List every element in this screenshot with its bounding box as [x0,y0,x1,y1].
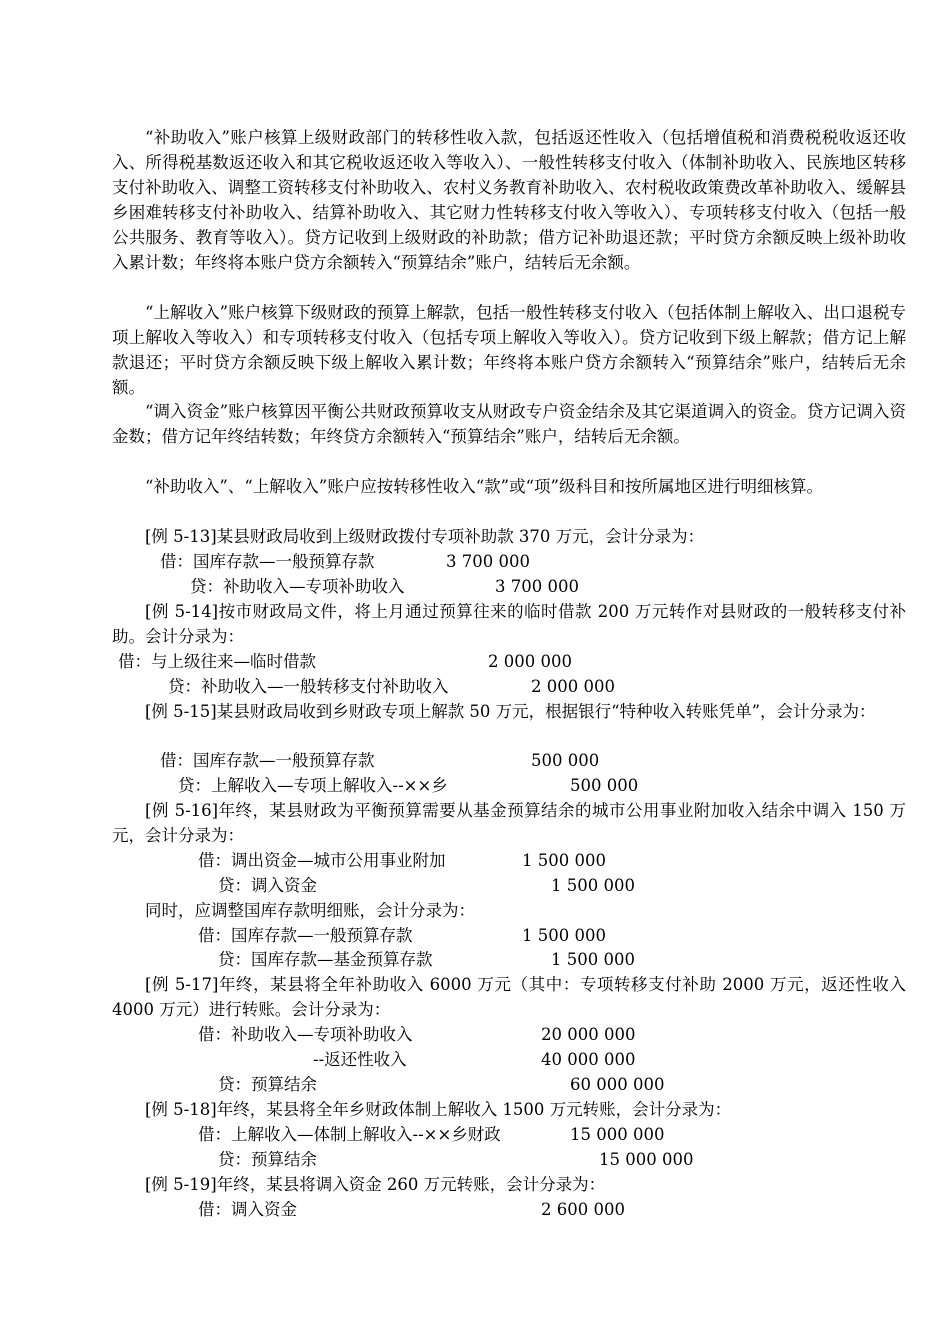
entry-amount: 1 500 000 [522,851,606,870]
entry-label: 借：补助收入—专项补助收入 [198,1025,413,1044]
entry-amount: 60 000 000 [570,1075,665,1094]
example-5-19-text: [例 5-19]年终，某县将调入资金 260 万元转账，会计分录为： [145,1175,606,1194]
entry-amount: 20 000 000 [541,1025,636,1044]
entry-amount: 500 000 [570,776,639,795]
entry-amount: 3 700 000 [495,577,579,596]
entry-amount: 1 500 000 [522,926,606,945]
entry-amount: 3 700 000 [446,552,530,571]
entry-label: 借：国库存款—一般预算存款 [160,751,375,770]
entry-label: 贷：补助收入—一般转移支付补助收入 [168,677,449,696]
paragraph-subsidy-income: “补助收入”账户核算上级财政部门的转移性收入款，包括返还性收入（包括增值税和消费税税收返还收入、所得税基数返还收入和其它税收返还收入等收入）、一般性转移支付收入（体制补助收入、民族地区转移支付补助收入、调整工资转移支付补助收入、农村义务教育补助收入、农村税收政策费改革补助收入、缓解县乡困难转移支付补助收入、结算补助收入、其它财力性转移支付收入等收入）、专项转移支付收入（包括一般公共服务、教育等收入）。贷方记收到上级财政的补助款；借方记补助退还款；平时贷方余额反映上级补助收入累计数；年终将本账户贷方余额转入“预算结余”账户，结转后无余额。 [112,128,906,272]
entry-label: 贷：国库存款—基金预算存款 [218,950,433,969]
entry-label: 借：与上级往来—临时借款 [118,652,316,671]
example-5-17-text: [例 5-17]年终，某县将全年补助收入 6000 万元（其中：专项转移支付补助 2000 万元，返还性收入 4000 万元）进行转账。会计分录为： [112,975,906,1019]
entry-amount: 40 000 000 [541,1050,636,1069]
paragraph-remittance-income: “上解收入”账户核算下级财政的预算上解款，包括一般性转移支付收入（包括体制上解收入、出口退税专项上解收入等收入）和专项转移支付收入（包括专项上解收入等收入）。贷方记收到下级上解款；借方记上解款退还；平时贷方余额反映下级上解收入累计数；年终将本账户贷方余额转入“预算结余”账户，结转后无余额。 [112,303,906,397]
entry-label: 借：上解收入—体制上解收入--××乡财政 [198,1125,501,1144]
entry-amount: 2 600 000 [541,1200,625,1219]
entry-amount: 1 500 000 [551,876,635,895]
entry-label: 贷：预算结余 [218,1150,317,1169]
entry-amount: 15 000 000 [570,1125,665,1144]
example-5-13-text: [例 5-13]某县财政局收到上级财政拨付专项补助款 370 万元，会计分录为： [145,527,705,546]
entry-label: --返还性收入 [313,1050,407,1069]
entry-label: 贷：补助收入—专项补助收入 [190,577,405,596]
entry-label: 借：调入资金 [198,1200,297,1219]
entry-label: 贷：上解收入—专项上解收入--××乡 [178,776,448,795]
example-5-15-text: [例 5-15]某县财政局收到乡财政专项上解款 50 万元，根据银行“特种收入转账凭单”，会计分录为： [145,702,876,721]
entry-amount: 500 000 [531,751,600,770]
entry-label: 贷：调入资金 [218,876,317,895]
entry-amount: 15 000 000 [599,1150,694,1169]
entry-amount: 2 000 000 [531,677,615,696]
paragraph-detail-accounting: “补助收入”、“上解收入”账户应按转移性收入“款”或“项”级科目和按所属地区进行明细核算。 [145,477,823,496]
example-5-14-text: [例 5-14]按市财政局文件，将上月通过预算往来的临时借款 200 万元转作对县财政的一般转移支付补助。会计分录为： [112,602,906,646]
entry-label: 借：国库存款—一般预算存款 [198,926,413,945]
paragraph-transfer-funds: “调入资金”账户核算因平衡公共财政预算收支从财政专户资金结余及其它渠道调入的资金。贷方记调入资金数；借方记年终结转数；年终贷方余额转入“预算结余”账户，结转后无余额。 [112,402,906,446]
example-5-16-followup-text: 同时，应调整国库存款明细账，会计分录为： [145,901,475,920]
entry-amount: 1 500 000 [551,950,635,969]
example-5-16-text: [例 5-16]年终，某县财政为平衡预算需要从基金预算结余的城市公用事业附加收入结余中调入 150 万元，会计分录为： [112,801,906,845]
entry-label: 借：调出资金—城市公用事业附加 [198,851,446,870]
entry-amount: 2 000 000 [488,652,572,671]
entry-label: 借：国库存款—一般预算存款 [160,552,375,571]
example-5-18-text: [例 5-18]年终，某县将全年乡财政体制上解收入 1500 万元转账，会计分录为： [145,1100,732,1119]
entry-label: 贷：预算结余 [218,1075,317,1094]
